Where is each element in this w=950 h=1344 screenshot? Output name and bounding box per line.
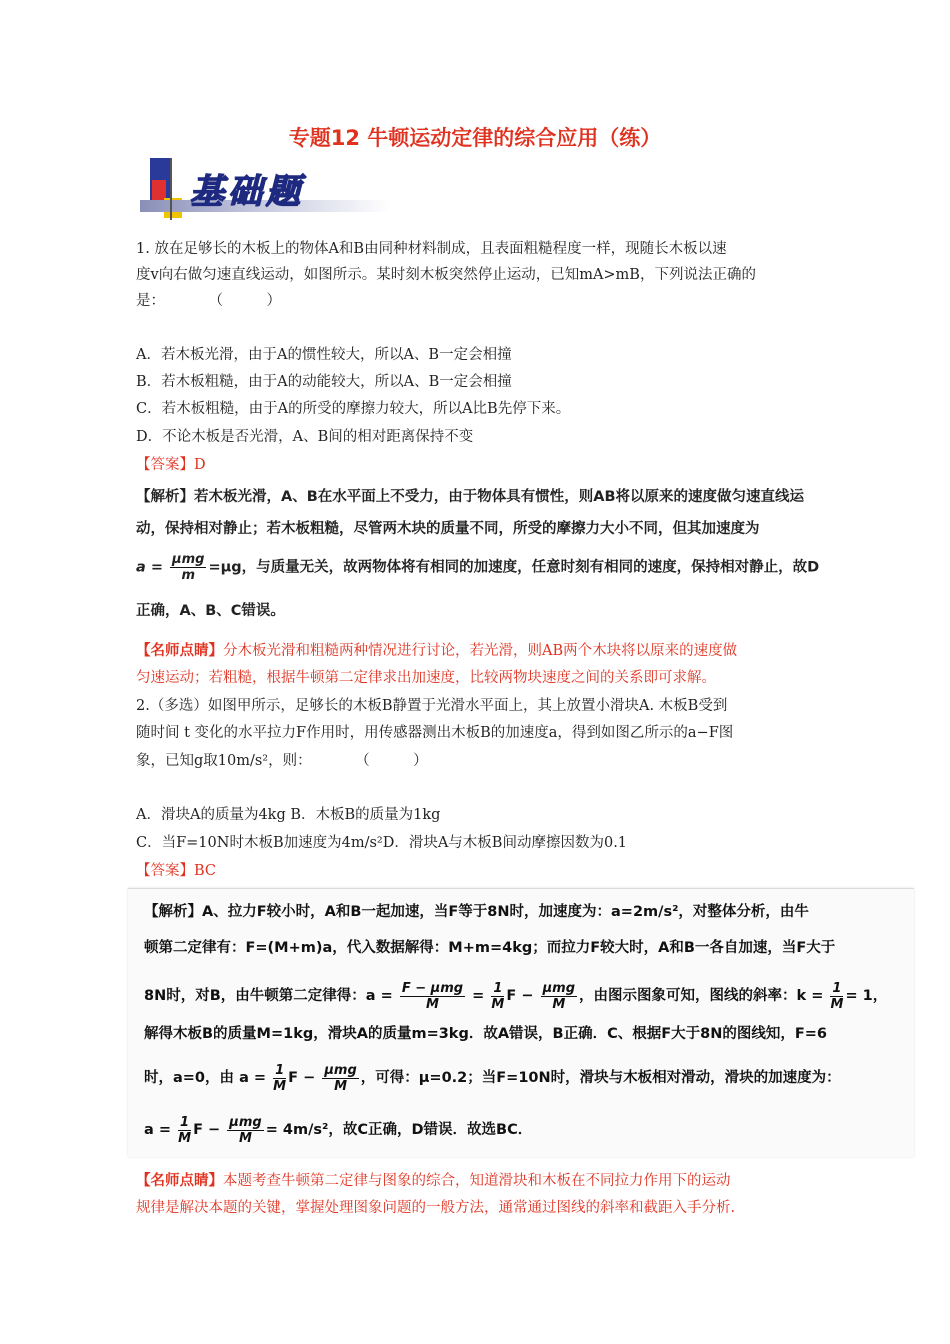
fraction-numerator: μmg [172, 552, 205, 567]
note-tag: 【名师点睛】 [136, 1173, 223, 1189]
q1-analysis-line-1 [136, 486, 804, 508]
note-tag: 【名师点睛】 [136, 643, 223, 659]
box5-text-b: F − [288, 1070, 316, 1086]
q2-line-2: 随时间 t 变化的水平拉力F作用时，用传感器测出木板B的加速度a，得到如图乙所示的a−F图 [136, 725, 734, 741]
box6-text-b: F − [193, 1122, 221, 1138]
fraction-numerator: 1 [493, 980, 503, 996]
section-banner [140, 158, 400, 220]
fraction [541, 981, 577, 1012]
fraction-numerator: μmg [229, 1114, 262, 1130]
banner-text: 基础题 [190, 172, 304, 212]
fraction-numerator: μmg [542, 980, 575, 996]
fraction-denominator: M [425, 996, 439, 1012]
q2-options-line-1: A．滑块A的质量为4kg B．木板B的质量为1kg [136, 807, 441, 823]
q2-options-line-2: C．当F=10N时木板B加速度为4m/s²D．滑块A与木板B间动摩擦因数为0.1 [136, 835, 628, 851]
box3-text-b: = [472, 988, 485, 1004]
answer-tag: 【答案】 [136, 863, 194, 879]
fraction-numerator: 1 [275, 1062, 285, 1078]
fraction [227, 1115, 263, 1146]
analysis-text: 若木板光滑，A、B在水平面上不受力，由于物体具有惯性，则AB将以原来的速度做匀速直线运 [194, 489, 805, 505]
fraction-denominator: m [181, 568, 196, 583]
q1-note-line-1 [136, 640, 737, 662]
fraction [491, 981, 504, 1012]
box-line-3 [144, 979, 887, 1013]
q1-note-line-2: 匀速运动；若粗糙，根据牛顿第二定律求出加速度，比较两物块速度之间的关系即可求解。 [136, 670, 716, 686]
answer-value: D [194, 457, 206, 473]
formula-lhs: a = [136, 559, 163, 576]
box-line-1: 【解析】A、拉力F较小时，A和B一起加速，当F等于8N时，加速度为：a=2m/s²，对整体分析，由牛 [144, 904, 809, 920]
fraction-denominator: M [491, 996, 505, 1012]
q1-option-d: D．不论木板是否光滑，A、B间的相对距离保持不变 [136, 429, 474, 445]
q2-note-line-2: 规律是解决本题的关键，掌握处理图象问题的一般方法，通常通过图线的斜率和截距入手分析. [136, 1200, 736, 1216]
box3-text-e: = 1， [845, 988, 888, 1004]
fraction [322, 1063, 358, 1094]
note-text: 本题考查牛顿第二定律与图象的综合，知道滑块和木板在不同拉力作用下的运动 [223, 1173, 731, 1189]
formula-fraction [170, 552, 206, 583]
fraction-numerator: F − μmg [401, 980, 464, 996]
fraction [830, 981, 843, 1012]
q1-line-1: 1. 放在足够长的木板上的物体A和B由同种材料制成，且表面粗糙程度一样，现随长木板以速 [136, 241, 727, 257]
box5-text-c: ，可得：μ=0.2；当F=10N时，滑块与木板相对滑动，滑块的加速度为： [360, 1070, 841, 1086]
fraction [400, 981, 465, 1012]
q1-analysis-line-3 [136, 552, 819, 583]
fraction-denominator: M [178, 1130, 192, 1146]
fraction-numerator: 1 [180, 1114, 190, 1130]
q1-line-2: 度v向右做匀速直线运动，如图所示。某时刻木板突然停止运动，已知mA>mB，下列说法正确的 [136, 267, 756, 283]
note-text: 分木板光滑和粗糙两种情况进行讨论，若光滑，则AB两个木块将以原来的速度做 [223, 643, 738, 659]
fraction-denominator: M [552, 996, 566, 1012]
box-line-4: 解得木板B的质量M=1kg，滑块A的质量m=3kg．故A错误，B正确．C、根据F大于8N的图线知，F=6 [144, 1026, 828, 1042]
box3-text-c: F − [506, 988, 534, 1004]
q1-option-c: C．若木板粗糙，由于A的所受的摩擦力较大，所以A比B先停下来。 [136, 401, 571, 417]
q1-answer [136, 454, 206, 476]
q1-option-a: A．若木板光滑，由于A的惯性较大，所以A、B一定会相撞 [136, 347, 512, 363]
answer-value: BC [194, 863, 217, 879]
fraction-denominator: M [334, 1078, 348, 1094]
answer-tag: 【答案】 [136, 457, 194, 473]
q2-note-line-1 [136, 1170, 731, 1192]
fraction-numerator: 1 [832, 980, 842, 996]
q2-line-3: 象，已知g取10m/s²，则： （ ） [136, 753, 428, 769]
fraction-denominator: M [239, 1130, 252, 1146]
q1-analysis-line-4: 正确，A、B、C错误。 [136, 603, 285, 619]
page-title: 专题12 牛顿运动定律的综合应用（练） [288, 126, 662, 150]
box6-text-c: = 4m/s²，故C正确，D错误．故选BC． [265, 1122, 533, 1138]
box6-text-a: a = [144, 1122, 171, 1138]
fraction-numerator: μmg [324, 1062, 357, 1078]
fraction [178, 1115, 191, 1146]
banner-red-block [152, 180, 166, 200]
q1-option-b: B．若木板粗糙，由于A的动能较大，所以A、B一定会相撞 [136, 374, 512, 390]
box-line-5 [144, 1061, 841, 1095]
box3-text-d: ，由图示图象可知，图线的斜率：k = [579, 988, 824, 1004]
fraction-denominator: M [273, 1078, 287, 1094]
q2-analysis-box [128, 888, 914, 1157]
box-line-2: 顿第二定律有：F=(M+m)a，代入数据解得：M+m=4kg；而拉力F较大时，A和B一各自加速，当F大于 [144, 940, 836, 956]
q1-line-3: 是： （ ） [136, 293, 281, 309]
formula-rest: =μg，与质量无关，故两物体将有相同的加速度，任意时刻有相同的速度，保持相对静止，故D [208, 559, 820, 576]
box3-text-a: 8N时，对B，由牛顿第二定律得：a = [144, 988, 393, 1004]
q2-answer [136, 860, 216, 882]
box5-text-a: 时，a=0，由 a = [144, 1070, 267, 1086]
fraction-denominator: M [830, 996, 844, 1012]
box-line-6 [144, 1113, 532, 1147]
fraction [273, 1063, 286, 1094]
analysis-tag: 【解析】 [136, 489, 194, 505]
banner-vline [170, 158, 172, 220]
q2-line-1: 2.（多选）如图甲所示，足够长的木板B静置于光滑水平面上，其上放置小滑块A. 木板B受到 [136, 698, 728, 714]
q1-analysis-line-2: 动，保持相对静止；若木板粗糙，尽管两木块的质量不同，所受的摩擦力大小不同，但其加速度为 [136, 521, 760, 537]
